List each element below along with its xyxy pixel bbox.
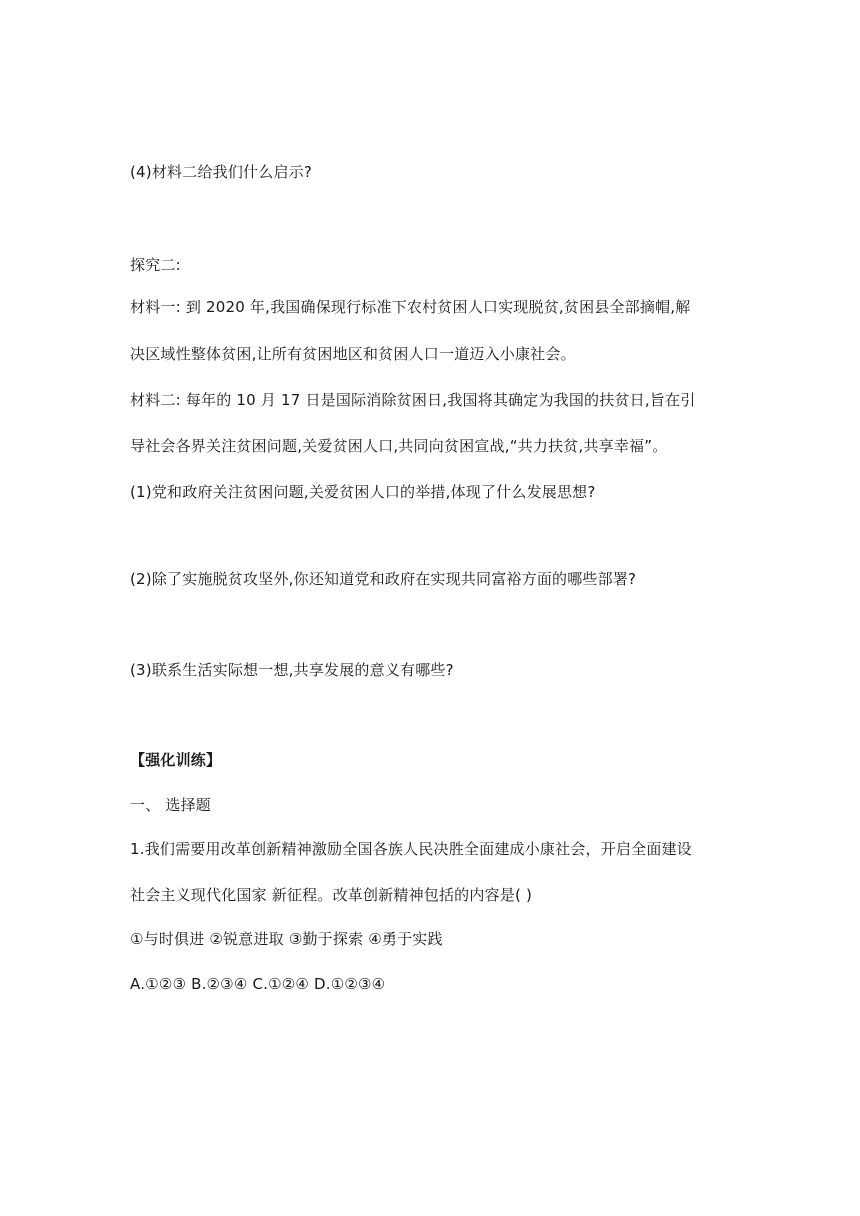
question-4-material-2: (4)材料二给我们什么启示? — [130, 163, 313, 181]
mcq-1-items: ①与时俱进 ②锐意进取 ③勤于探索 ④勇于实践 — [130, 930, 443, 948]
explore-2-title: 探究二: — [130, 256, 181, 274]
mcq-1-stem-line-2: 社会主义现代化国家 新征程。改革创新精神包括的内容是( ) — [130, 886, 533, 904]
question-2: (2)除了实施脱贫攻坚外,你还知道党和政府在实现共同富裕方面的哪些部署? — [130, 570, 637, 588]
material-1-line-2: 决区域性整体贫困,让所有贫困地区和贫困人口一道迈入小康社会。 — [130, 345, 576, 363]
material-2-line-1: 材料二: 每年的 10 月 17 日是国际消除贫困日,我国将其确定为我国的扶贫日,旨在引 — [130, 391, 696, 409]
subsection-title: 一、 选择题 — [130, 796, 211, 814]
mcq-1-options: A.①②③ B.②③④ C.①②④ D.①②③④ — [130, 975, 386, 993]
mcq-1-stem-line-1: 1.我们需要用改革创新精神激励全国各族人民决胜全面建成小康社会，开启全面建设 — [130, 840, 692, 858]
section-title: 【强化训练】 — [130, 751, 222, 769]
question-1: (1)党和政府关注贫困问题,关爱贫困人口的举措,体现了什么发展思想? — [130, 483, 596, 501]
question-3: (3)联系生活实际想一想,共享发展的意义有哪些? — [130, 661, 454, 679]
material-2-line-2: 导社会各界关注贫困问题,关爱贫困人口,共同向贫困宣战,“共力扶贫,共享幸福”。 — [130, 437, 668, 455]
material-1-line-1: 材料一: 到 2020 年,我国确保现行标准下农村贫困人口实现脱贫,贫困县全部摘帽,解 — [130, 298, 691, 316]
